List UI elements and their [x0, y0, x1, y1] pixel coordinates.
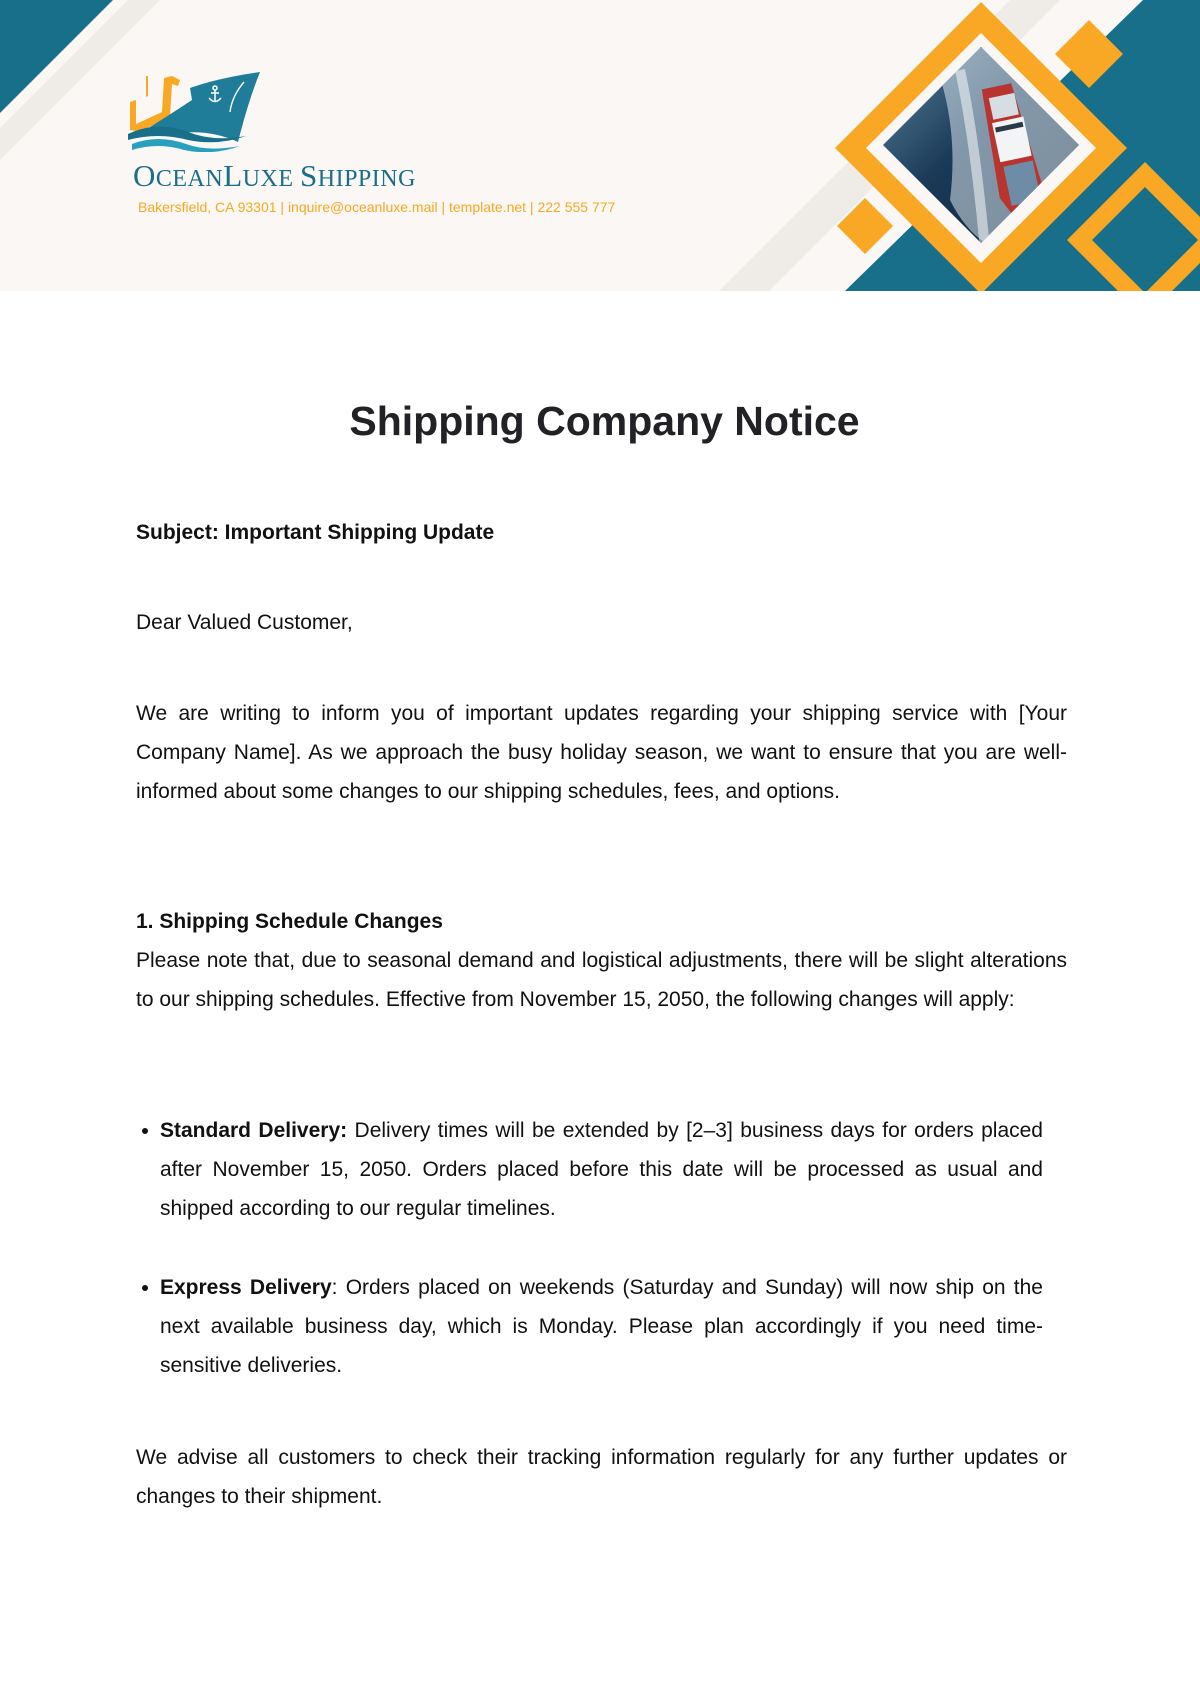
bullet-text: Delivery times will be extended by [2–3] business days for orders placed after November 15, 2050. Orders placed before this date will be processed as usual and shipped according to our regular timelines. — [160, 1119, 1043, 1220]
intro-paragraph: We are writing to inform you of important updates regarding your shipping service with [Your Company Name]. As we approach the busy holiday season, we want to ensure that you are well-informed about some changes to our shipping schedules, fees, and options. — [136, 702, 1067, 803]
delivery-changes-list — [136, 1111, 1043, 1425]
contact-info: Bakersfield, CA 93301 | inquire@oceanluxe.mail | template.net | 222 555 777 — [138, 199, 616, 215]
section-heading: 1. Shipping Schedule Changes — [136, 910, 443, 933]
company-name: OCEANLUXE SHIPPING — [133, 158, 416, 193]
bullet-icon — [142, 1128, 148, 1134]
bullet-label: Express Delivery — [160, 1276, 332, 1299]
letterhead-header — [0, 0, 1200, 291]
greeting: Dear Valued Customer, — [136, 611, 353, 634]
bullet-icon — [142, 1285, 148, 1291]
closing-paragraph: We advise all customers to check their tracking information regularly for any further updates or changes to their shipment. — [136, 1446, 1067, 1508]
ship-logo-icon — [128, 72, 268, 152]
subject-line: Subject: Important Shipping Update — [136, 521, 495, 544]
section-paragraph: Please note that, due to seasonal demand and logistical adjustments, there will be slight alterations to our shipping schedules. Effective from November 15, 2050, the following changes will apply: — [136, 949, 1067, 1011]
page-title: Shipping Company Notice — [349, 398, 860, 444]
list-item — [136, 1268, 1043, 1385]
list-item — [136, 1111, 1043, 1228]
bullet-label: Standard Delivery: — [160, 1119, 348, 1142]
bullet-text: : Orders placed on weekends (Saturday and Sunday) will now ship on the next available business day, which is Monday. Please plan accordingly if you need time-sensitive deliveries. — [160, 1276, 1043, 1377]
